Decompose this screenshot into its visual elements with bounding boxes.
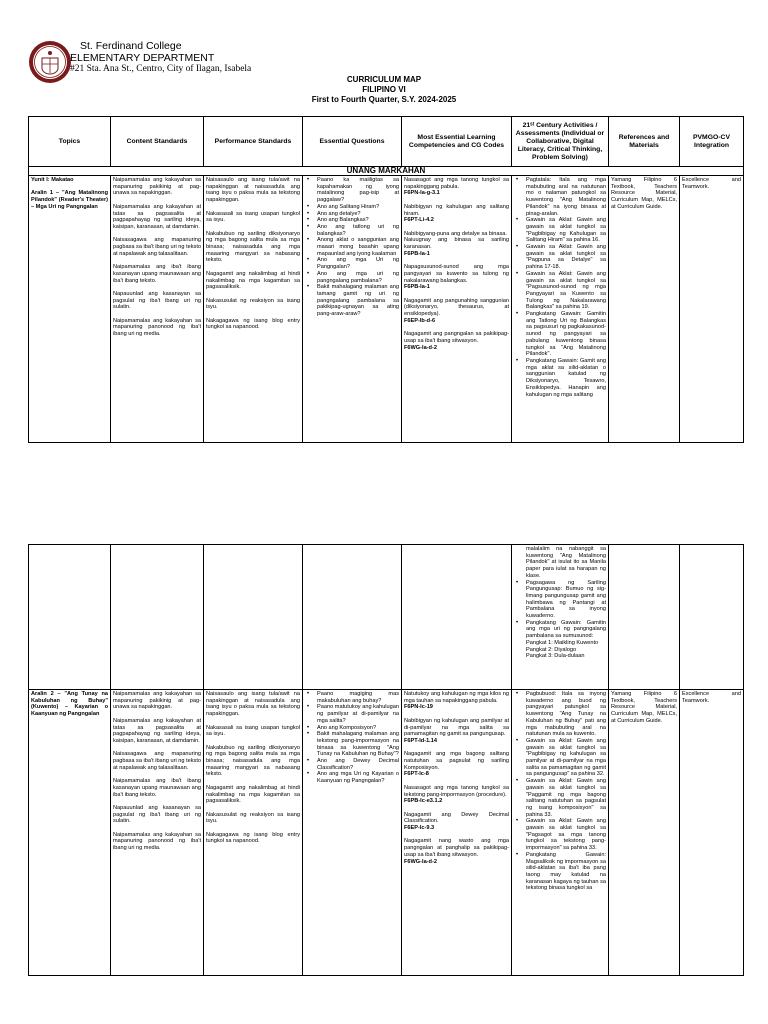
melc-text: Natutukoy ang kahulugan ng mga kilos ng mga tauhan sa napakinggang pabula.: [404, 691, 509, 704]
list-item: • Ano ang tatlong uri ng balangkas?: [305, 224, 399, 237]
quarter-row: [29, 167, 744, 176]
activities-cell: [512, 690, 609, 976]
melc-cell: [402, 690, 512, 976]
list-item: • Gawain sa Aklat: Gawin ang gawain sa aklat tungkol sa "Pagsusunod-sunod ng mga Pangyayari sa Kuwento sa Tulong ng Nakalarawang Balangkas" sa pahina 19.: [514, 271, 606, 311]
list-item: • Gawain sa Aklat: Gawin ang gawain sa aklat tungkol sa "Pagbibigay ng Kahulugan sa Salitang Hiram" sa pahina 16.: [514, 217, 606, 244]
melc-text: Nagagamit ang Dewey Decimal Classification.: [404, 811, 509, 825]
list-item: • Pagsagawa ng Sariling Pangungusap: Bumuo ng sig-limang pangungusap gamit ang halimbawa ng Pantangi at Pambalana sa inyong kuwaderno.: [514, 580, 606, 620]
cg-code: F6EP-Ic-9.3: [404, 825, 435, 831]
table-row: [29, 545, 744, 690]
list-item: Napauunlad ang kasanayan sa pagsulat ng iba't ibang uri ng sulatin.: [113, 804, 201, 825]
melc-text: Nabibigyang-puna ang detalye sa binasa.: [404, 230, 507, 237]
cg-code: F6WG-Ia-d-2: [404, 858, 437, 865]
column-header-activities: 21ˢᵗ Century Activities / Assessments (Individual or Collaborative, Digital Literacy, Critical Thinking, Problem Solving): [512, 117, 609, 167]
performance-standards-cell: [204, 176, 303, 443]
references-cell: Yamang Filipino 6 Textbook, Teachers Resource Material, Curriculum Map, MELCs, at Curriculum Guide.: [609, 176, 680, 443]
cg-code: F6PN-Ia-g-3.1: [404, 190, 440, 197]
list-item: • Gawain sa Aklat: Gawin ang gawain sa aklat tungkol sa "Paggamit ng mga bagong salitang natutuhan sa pagsulat ng isang komposisyon" sa pahina 33.: [514, 778, 606, 818]
list-item: • Paano magiging mas makabuluhan ang buhay?: [305, 691, 399, 704]
melc-text: Nagagamit ang mga bagong salitang natutuhan sa pagsulat ng sariling Komposisyon.: [404, 751, 509, 771]
melc-item: [404, 838, 509, 865]
table-row: [29, 176, 744, 443]
performance-standards-cell: [204, 690, 303, 976]
activities-cell: [512, 545, 609, 690]
cg-code: F6PT-Ic-8: [404, 771, 429, 778]
list-item: • Pangkatang Gawain: Gamitin ang mga uri ng pangngalang pambalana sa sumusunod:: [514, 620, 606, 640]
melc-item: [404, 718, 509, 745]
melc-text: Nasasagot ang mga tanong tungkol sa napakinggang pabula.: [404, 177, 509, 190]
references-cell: Yamang Filipino 6 Textbook, Teachers Resource Material, Curriculum Map, MELCs, at Curriculum Guide.: [609, 690, 680, 976]
cg-code: F6PB-Ic-e3.1.2: [404, 798, 443, 805]
topic-cell: [29, 176, 111, 443]
column-header-performance-standards: Performance Standards: [204, 117, 303, 167]
column-header-content-standards: Content Standards: [111, 117, 204, 167]
lesson-title: Aralin 2 – "Ang Tunay na Kabuluhan ng Buhay" (Kuwento) – Kayarian o Kaanyuan ng Pangngalan: [31, 691, 108, 718]
table-header-row: [29, 117, 744, 167]
list-item: • Pagbubuod: Itala sa inyong kuwaderno ang buod ng pangyayari patungkol sa kuwentong "Ang Tunay na Kabuluhan ng Buhay" pati ang mga mabubuting aral na natutunan mula sa kuwento.: [514, 691, 606, 738]
list-item: • Ano ang detalye?: [305, 211, 399, 218]
list-item: Naipamamalas ang kakayahan sa mapanuring pakikinig at pag-unawa sa napakinggan.: [113, 691, 201, 711]
melc-item: [404, 237, 509, 257]
topic-cell: [29, 690, 111, 976]
content-standards-cell: [111, 545, 204, 690]
cg-code: F6WG-Ia-d-2: [404, 344, 437, 351]
list-item: Nakasusulat ng reaksiyon sa isang isyu.: [206, 811, 300, 825]
melc-item: [404, 331, 509, 351]
melc-text: Nasasagot ang mga tanong tungkol sa tekstong pang-impormasyon (procedure).: [404, 784, 509, 798]
list-item: • Ano ang mga Uri ng Pangngalan?: [305, 257, 399, 270]
melc-text: Nagagamit ang pangngalan sa pakikipag-usap sa iba't ibang sitwasyon.: [404, 331, 509, 344]
list-item: Naisasagawa ang mapanuring pagbasa sa iba't ibang uri ng teksto at napalawak ang talasalitaan.: [113, 237, 201, 257]
references-cell: [609, 545, 680, 690]
pvmgo-cell: [680, 545, 744, 690]
column-header-essential-questions: Essential Questions: [303, 117, 402, 167]
melc-text: Napagsusunod-sunod ang mga pangyayari sa kuwento sa tulong ng nakalarawang balangkas.: [404, 264, 509, 284]
melc-text: Nabibigyan ng kahulugan ang salitang hiram.: [404, 203, 509, 217]
cg-code: F6PT-Li-4.2: [404, 217, 434, 224]
list-item: Naipamamalas ang kakayahan sa mapanuring panonood ng iba't ibang uri ng media.: [113, 317, 201, 338]
list-item: Nakagagawa ng isang blog entry tungkol sa napanood.: [206, 831, 300, 845]
list-item: Nakagagawa ng isang blog entry tungkol sa napanood.: [206, 317, 300, 331]
curriculum-map-table-continued: [28, 544, 744, 976]
pvmgo-cell: Excellence and Teamwork.: [680, 176, 744, 443]
melc-text: Nagagamit ang pangunahing sanggunian (diksiyonaryo, thesaurus, at ensiklopedya).: [404, 297, 509, 317]
cg-code: F6PN-Ic-19: [404, 704, 433, 711]
pvmgo-cell: Excellence and Teamwork.: [680, 690, 744, 976]
cg-code: F6EP-Ib-d-6: [404, 317, 436, 324]
column-header-pvmgo: PVMGO-CV Integration: [680, 117, 744, 167]
list-item: • Ano ang Salitang Hiram?: [305, 204, 399, 211]
list-item: Pangkat 1: Maikling Kuwento: [526, 639, 599, 646]
essential-questions-cell: [303, 545, 402, 690]
topic-cell: [29, 545, 111, 690]
list-item: Naipamamalas ang iba't ibang kasanayan upang maunawaan ang iba't ibang teksto.: [113, 264, 201, 284]
list-item: • Pangkatang Gawain: Magsaliksik ng impormasyon sa silid-aklatan sa iba't iba pang taong may katulad na karanasan kagaya ng tauhan sa tekstong binasa tungkol sa: [514, 852, 606, 892]
list-item: • Bakit mahalagang malaman ang tamang gamit ng uri ng pangngalang pambalana sa pakikipag-ugnayan sa ating pang-araw-araw?: [305, 284, 399, 318]
list-item: Nagagamit ang nakalimbag at hindi nakalimbag na mga kagamitan sa pagsasaliksik.: [206, 270, 300, 291]
column-header-topics: Topics: [29, 117, 111, 167]
list-item: Pangkat 3: Dula-dulaan: [526, 653, 585, 660]
table-row: [29, 690, 744, 976]
list-item: Naipamamalas ang kakayahan sa mapanuring panonood ng iba't ibang uri ng media.: [113, 831, 201, 852]
list-item: Naisasaulo ang isang tula/awit na napakinggan at naisasadula ang isang isyu o paksa mula sa tekstong napakinggan.: [206, 691, 300, 718]
list-item: Naipamamalas ang iba't ibang kasanayan upang maunawaan ang iba't ibang teksto.: [113, 778, 201, 798]
group-list: [514, 640, 606, 660]
list-item: • Ano ang mga Uri ng Kayarian o Kaanyuan ng Pangngalan?: [305, 771, 399, 784]
list-item: • Gawain sa Aklat: Gawin ang gawain sa aklat tungkol sa "Pagbibigay ng kahulugan sa pamilyar at di-pamilyar na mga salita sa pamamagitan ng gamit sa pangungusap" sa pahina 32.: [514, 738, 606, 778]
cg-code: F6PT-Id-1.14: [404, 737, 437, 744]
list-item: Naisasaulo ang isang tula/awit na napakinggan at naisasadula ang isang isyu o paksa mula sa tekstong napakinggan.: [206, 177, 300, 204]
melc-item: [404, 785, 509, 805]
cg-code: F6PB-Ia-1: [404, 284, 430, 291]
melc-text: Nagagamit nang wasto ang mga pangngalan at panghalip sa pakikipag-usap sa iba't ibang sitwasyon.: [404, 838, 509, 858]
content-standards-cell: [111, 690, 204, 976]
list-item: Nakasasali sa isang usapan tungkol sa isyu.: [206, 724, 300, 738]
melc-item: [404, 298, 509, 325]
melc-item: [404, 812, 509, 832]
list-item: • Pagtatala: Itala ang mga mabubuting aral na natutunan mo o nalaman patungkol sa kuwentong "Ang Matalinong Pilandok" na iyong binasa at pinag-aralan.: [514, 177, 606, 217]
melc-item: [404, 264, 509, 291]
list-item: • Ano ang Dewey Decimal Classification?: [305, 758, 399, 771]
list-item: Nakasusulat ng reaksiyon sa isang isyu.: [206, 297, 300, 311]
list-item: malalalim na nabanggit sa kuwentong "Ang Matalinong Pilandok" at isulat ito sa Manila paper para iulat sa harapan ng klase.: [526, 546, 606, 579]
title-line-1: CURRICULUM MAP: [346, 75, 422, 84]
content-standards-cell: [111, 176, 204, 443]
list-item: • Bakit mahalagang malaman ang tekstong pang-impormasyon na binasa sa kuwentong "Ang Tunay na Kabuluhan ng Buhay"?: [305, 731, 399, 758]
document-title: [0, 75, 768, 105]
list-item: • Anong aklat o sanggunian ang maaari mong basahin upang mapaunlad ang iyong kaalaman: [305, 237, 399, 257]
melc-cell: [402, 176, 512, 443]
list-item: • Ano ang Balangkas?: [305, 217, 399, 224]
column-header-references: References and Materials: [609, 117, 680, 167]
list-item: • Gawain sa Aklat: Gawin ang gawain sa aklat tungkol sa "Pagsagot sa mga tanong tungkol sa tekstong pang-impormasyon" sa pahina 33.: [514, 818, 606, 852]
curriculum-map-table: [28, 116, 744, 443]
melc-item: [404, 177, 509, 197]
activities-cell: [512, 176, 609, 443]
melc-item: [404, 204, 509, 224]
list-item: Nakasasali sa isang usapan tungkol sa isyu.: [206, 210, 300, 224]
list-item: Naipamamalas ang kakayahan at tatas sa pagsasalita at pagpapahayag ng sariling ideya, kaisipan, karanasan, at damdamin.: [113, 203, 201, 230]
performance-standards-cell: [204, 545, 303, 690]
list-item: • Pangkatang Gawain: Gamitin ang Tatlong Uri ng Balangkas sa pagsusuri ng pagkakasunod-sunod ng pangyayari sa pabulang kuwentong binasa tungkol sa "Ang Matalinong Pilandok".: [514, 311, 606, 358]
list-item: • Pangkatang Gawain: Gamit ang mga aklat sa silid-aklatan o sanggunian katulad ng Diksiyonaryo, Tesawro, Ensiklopedya. Hanapin ang kahulugan ng mga salitang: [514, 358, 606, 398]
melc-item: [404, 691, 509, 711]
list-item: Nakabubuo ng sariling diksiyonaryo ng mga bagong salita mula sa mga binasa; naisasadula ang mga maaaring mangyari sa nabasang teksto.: [206, 230, 300, 264]
melc-cell: [402, 545, 512, 690]
list-item: Nagagamit ang nakalimbag at hindi nakalimbag na mga kagamitan sa pagsasaliksik.: [206, 784, 300, 805]
list-item: Naisasagawa ang mapanuring pagbasa sa iba't ibang uri ng teksto at napalawak ang talasalitaan.: [113, 751, 201, 771]
cg-code: F6PB-Ia-1: [404, 250, 430, 257]
title-line-2: FILIPINO VI: [362, 85, 406, 94]
lesson-title: Aralin 1 – "Ang Matalinong Pilandok" (Reader's Theater) – Mga Uri ng Pangngalan: [31, 190, 108, 210]
column-header-melc: Most Essential Learning Competencies and CG Codes: [402, 117, 512, 167]
essential-questions-cell: [303, 176, 402, 443]
list-item: Naipamamalas ang kakayahan sa mapanuring pakikinig at pag-unawa sa napakinggan.: [113, 177, 201, 197]
melc-text: Nabibigyan ng kahulugan ang pamilyar at di-pamilyar na mga salita sa pamamagitan ng gamit sa pangungusap.: [404, 717, 509, 738]
quarter-label: UNANG MARKAHAN: [29, 167, 744, 176]
list-item: Pangkat 2: Diyalogo: [526, 646, 577, 653]
list-item: Napauunlad ang kasanayan sa pagsulat ng iba't ibang uri ng sulatin.: [113, 290, 201, 311]
unit-title: Yunit I: Makatao: [31, 177, 74, 183]
melc-item: [404, 231, 509, 238]
list-item: Naipamamalas ang kakayahan at tatas sa pagsasalita at pagpapahayag ng sariling ideya, kaisipan, karanasan, at damdamin.: [113, 717, 201, 744]
list-item: • Paano matutukoy ang kahulugan ng pamilyar at di-pamilyar na mga salita?: [305, 704, 399, 724]
list-item: • Ano ang Komposisyon?: [305, 725, 399, 732]
list-item: • Ano ang mga uri ng pangngalang pambalana?: [305, 271, 399, 284]
list-item: • Gawain sa Aklat: Gawin ang gawain sa aklat tungkol sa "Pagpuna sa Detalye" sa pahina 17-18.: [514, 244, 606, 271]
title-line-3: First to Fourth Quarter, S.Y. 2024-2025: [311, 95, 457, 104]
school-address: #21 Sta. Ana St., Centro, City of Ilagan, Isabela: [70, 64, 252, 74]
department-name: ELEMENTARY DEPARTMENT: [70, 52, 215, 64]
melc-text: Naiuugnay ang binasa sa sariling karanasan.: [404, 237, 509, 250]
essential-questions-cell: [303, 690, 402, 976]
list-item: Nakabubuo ng sariling diksiyonaryo ng mga bagong salita mula sa mga binasa; naisasadula ang mga maaaring mangyari sa nabasang teksto.: [206, 744, 300, 778]
list-item: • Paano ka maiiligtas sa kapahamakan ng iyong matalinong pag-isip at paggalaw?: [305, 177, 399, 204]
melc-item: [404, 751, 509, 778]
school-name: St. Ferdinand College: [80, 40, 182, 52]
